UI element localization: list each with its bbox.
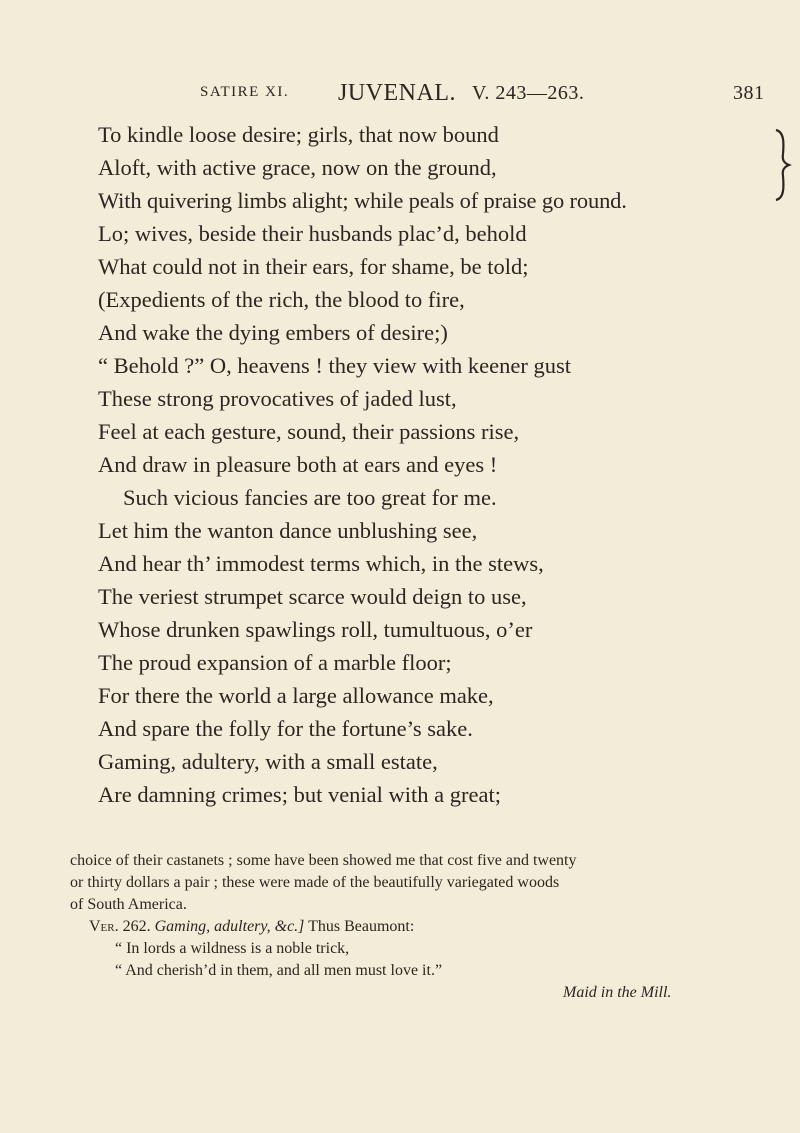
poem-line: Are damning crimes; but venial with a great; [98, 782, 502, 807]
poem-line: Aloft, with active grace, now on the ground, [98, 155, 497, 180]
poem-line: And wake the dying embers of desire;) [98, 320, 448, 345]
verse-number: 262. [122, 918, 151, 935]
source-title: Maid in the Mill. [563, 984, 672, 1001]
header-verse-range: V. 243—263. [472, 82, 585, 104]
verse-lemma: Gaming, adultery, &c.] [154, 918, 305, 935]
poem-line: With quivering limbs alight; while peals of praise go round. [98, 188, 627, 213]
footnote-quote: “ And cherish’d in them, and all men must love it.” [115, 962, 443, 979]
poem-line: For there the world a large allowance make, [98, 683, 494, 708]
poem-line: To kindle loose desire; girls, that now bound [98, 122, 499, 147]
header-author: JUVENAL. [338, 80, 456, 106]
poem-line: Feel at each gesture, sound, their passions rise, [98, 419, 520, 444]
header-satire: SATIRE XI. [200, 84, 290, 100]
poem-line: (Expedients of the rich, the blood to fire, [98, 287, 465, 312]
poem-line: Lo; wives, beside their husbands plac’d, behold [98, 221, 527, 246]
triplet-brace [774, 128, 792, 202]
poem-line: What could not in their ears, for shame, be told; [98, 254, 529, 279]
poem-line: Whose drunken spawlings roll, tumultuous, o’er [98, 617, 533, 642]
footnote-quote: “ In lords a wildness is a noble trick, [115, 940, 350, 957]
footnote-line: or thirty dollars a pair ; these were made of the beautifully variegated woods [70, 874, 560, 891]
poem-line: The proud expansion of a marble floor; [98, 650, 452, 675]
poem-line: These strong provocatives of jaded lust, [98, 386, 457, 411]
poem-line: Such vicious fancies are too great for me. [123, 485, 497, 510]
footnote-line: choice of their castanets ; some have been showed me that cost five and twenty [70, 852, 577, 869]
footnote-line: of South America. [70, 896, 187, 913]
poem-line: Gaming, adultery, with a small estate, [98, 749, 438, 774]
poem-line: Let him the wanton dance unblushing see, [98, 518, 478, 543]
running-header [200, 80, 780, 110]
footnote-source [563, 985, 671, 1001]
poem-line: And spare the folly for the fortune’s sake. [98, 716, 473, 741]
poem-line: And draw in pleasure both at ears and eyes ! [98, 452, 498, 477]
verse-label: Ver. [89, 918, 119, 935]
page-number: 381 [733, 82, 765, 104]
footnote-verse-note [89, 919, 414, 935]
poem-line: “ Behold ?” O, heavens ! they view with keener gust [98, 353, 571, 378]
poem-line: The veriest strumpet scarce would deign to use, [98, 584, 527, 609]
poem-line: And hear th’ immodest terms which, in the stews, [98, 551, 544, 576]
verse-comment: Thus Beaumont: [308, 918, 415, 935]
